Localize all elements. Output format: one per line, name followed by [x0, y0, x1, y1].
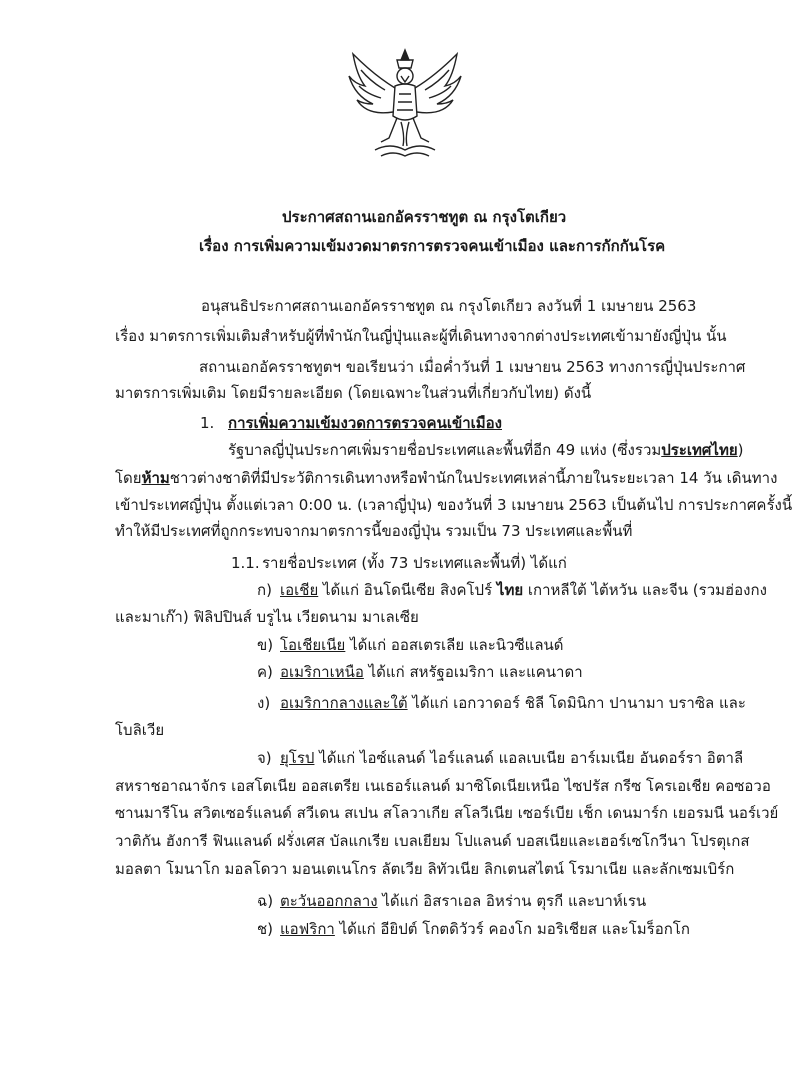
region-f-text: ได้แก่ อิสราเอล อิหร่าน ตุรกี และบาห์เรน — [377, 892, 647, 910]
region-e-text: ได้แก่ ไอซ์แลนด์ ไอร์แลนด์ แอลเบเนีย อาร์เมเนีย อันดอร์รา อิตาลี — [314, 749, 744, 767]
p2-text-c: ชาวต่างชาติที่มีประวัติการเดินทางหรือพำนักในประเทศเหล่านี้ภายในระยะเวลา 14 วัน เดินทาง — [169, 469, 778, 487]
region-a-text-1: ได้แก่ อินโดนีเซีย สิงคโปร์ — [318, 581, 497, 599]
region-e-label: จ) — [257, 749, 272, 767]
garuda-emblem — [345, 46, 465, 164]
region-a-thailand: ไทย — [496, 581, 524, 599]
p2-prohibit-emphasis: ห้าม — [141, 469, 170, 487]
section-1-number: 1. — [200, 414, 215, 432]
subsection-title: รายชื่อประเทศ (ทั้ง 73 ประเทศและพื้นที่) ได้แก่ — [262, 554, 567, 572]
section-1-paragraph-line-3: เข้าประเทศญี่ปุ่น ตั้งแต่เวลา 0:00 น. (เวลาญี่ปุ่น) ของวันที่ 3 เมษายน 2563 เป็นต้นไป การประกาศครั้งนี้ — [115, 496, 793, 514]
region-b-text: ได้แก่ ออสเตรเลีย และนิวซีแลนด์ — [345, 636, 564, 654]
region-f-label: ฉ) — [257, 892, 274, 910]
region-c-name: อเมริกาเหนือ — [280, 663, 364, 681]
region-d-line-1 — [280, 693, 746, 713]
region-d-name: อเมริกากลางและใต้ — [280, 694, 408, 712]
region-e-line-3: ซานมารีโน สวิตเซอร์แลนด์ สวีเดน สเปน สโลวาเกีย สโลวีเนีย เซอร์เบีย เช็ก เดนมาร์ก เยอรมนี นอร์เวย์ — [115, 804, 779, 822]
region-a-name: เอเชีย — [280, 581, 319, 599]
p1-text-c: ) — [737, 441, 744, 459]
region-c-line — [280, 662, 583, 682]
intro-line-4: มาตรการเพิ่มเติม โดยมีรายละเอียด (โดยเฉพาะในส่วนที่เกี่ยวกับไทย) ดังนี้ — [115, 384, 592, 402]
document-title: ประกาศสถานเอกอัครราชทูต ณ กรุงโตเกียว — [282, 208, 567, 226]
region-g-label: ช) — [257, 920, 274, 938]
region-g-name: แอฟริกา — [280, 920, 335, 938]
section-1-paragraph-line-4: ทำให้มีประเทศที่ถูกกระทบจากมาตรการนี้ของญี่ปุ่น รวมเป็น 73 ประเทศและพื้นที่ — [115, 522, 633, 540]
region-e-line-4: วาติกัน ฮังการี ฟินแลนด์ ฝรั่งเศส บัลแกเรีย เบลเยียม โปแลนด์ บอสเนียและเฮอร์เซโกวีนา โปรตุเกส — [115, 832, 750, 850]
p1-thailand-emphasis: ประเทศไทย — [661, 441, 738, 459]
region-e-line-2: สหราชอาณาจักร เอสโตเนีย ออสเตรีย เนเธอร์แลนด์ มาซิโดเนียเหนือ ไซปรัส กรีซ โครเอเชีย คอซอวอ — [115, 777, 771, 795]
p2-text-a: โดย — [115, 469, 142, 487]
region-d-text: ได้แก่ เอกวาดอร์ ชิลี โดมินิกา ปานามา บราซิล และ — [407, 694, 746, 712]
region-d-line-2: โบลิเวีย — [115, 721, 165, 739]
region-e-name: ยุโรป — [280, 749, 315, 767]
region-b-label: ข) — [257, 636, 274, 654]
section-1-paragraph-line-1 — [228, 440, 744, 460]
intro-line-3: สถานเอกอัครราชทูตฯ ขอเรียนว่า เมื่อค่ำวันที่ 1 เมษายน 2563 ทางการญี่ปุ่นประกาศ — [199, 358, 746, 376]
region-f-name: ตะวันออกกลาง — [280, 892, 378, 910]
region-f-line — [280, 891, 646, 911]
region-b-name: โอเชียเนีย — [280, 636, 346, 654]
region-c-text: ได้แก่ สหรัฐอเมริกา และแคนาดา — [363, 663, 583, 681]
region-a-line-2: และมาเก๊า) ฟิลิปปินส์ บรูไน เวียดนาม มาเลเซีย — [115, 608, 419, 626]
region-g-line — [280, 919, 690, 939]
region-e-line-5: มอลตา โมนาโก มอลโดวา มอนเตเนโกร ลัตเวีย ลิทัวเนีย ลิกเตนสไตน์ โรมาเนีย และลักเซมเบิร์ก — [115, 860, 735, 878]
region-b-line — [280, 635, 564, 655]
intro-line-1: อนุสนธิประกาศสถานเอกอัครราชทูต ณ กรุงโตเกียว ลงวันที่ 1 เมษายน 2563 — [201, 297, 697, 315]
intro-line-2: เรื่อง มาตรการเพิ่มเติมสำหรับผู้ที่พำนักในญี่ปุ่นและผู้ที่เดินทางจากต่างประเทศเข้ามายังญี่ปุ่น นั้น — [115, 327, 727, 345]
subsection-number: 1.1. — [231, 554, 260, 572]
region-a-label: ก) — [257, 581, 272, 599]
region-a-line-1 — [280, 580, 767, 600]
region-g-text: ได้แก่ อียิปต์ โกตดิวัวร์ คองโก มอริเชียส และโมร็อกโก — [334, 920, 690, 938]
region-c-label: ค) — [257, 663, 273, 681]
region-e-line-1 — [280, 748, 743, 768]
region-d-label: ง) — [257, 694, 271, 712]
section-1-heading: การเพิ่มความเข้มงวดการตรวจคนเข้าเมือง — [228, 414, 502, 432]
region-a-text-2: เกาหลีใต้ ไต้หวัน และจีน (รวมฮ่องกง — [523, 581, 767, 599]
document-subject: เรื่อง การเพิ่มความเข้มงวดมาตรการตรวจคนเข้าเมือง และการกักกันโรค — [199, 237, 666, 255]
p1-text-a: รัฐบาลญี่ปุ่นประกาศเพิ่มรายชื่อประเทศและพื้นที่อีก 49 แห่ง (ซึ่งรวม — [228, 441, 662, 459]
section-1-paragraph-line-2 — [115, 468, 777, 488]
